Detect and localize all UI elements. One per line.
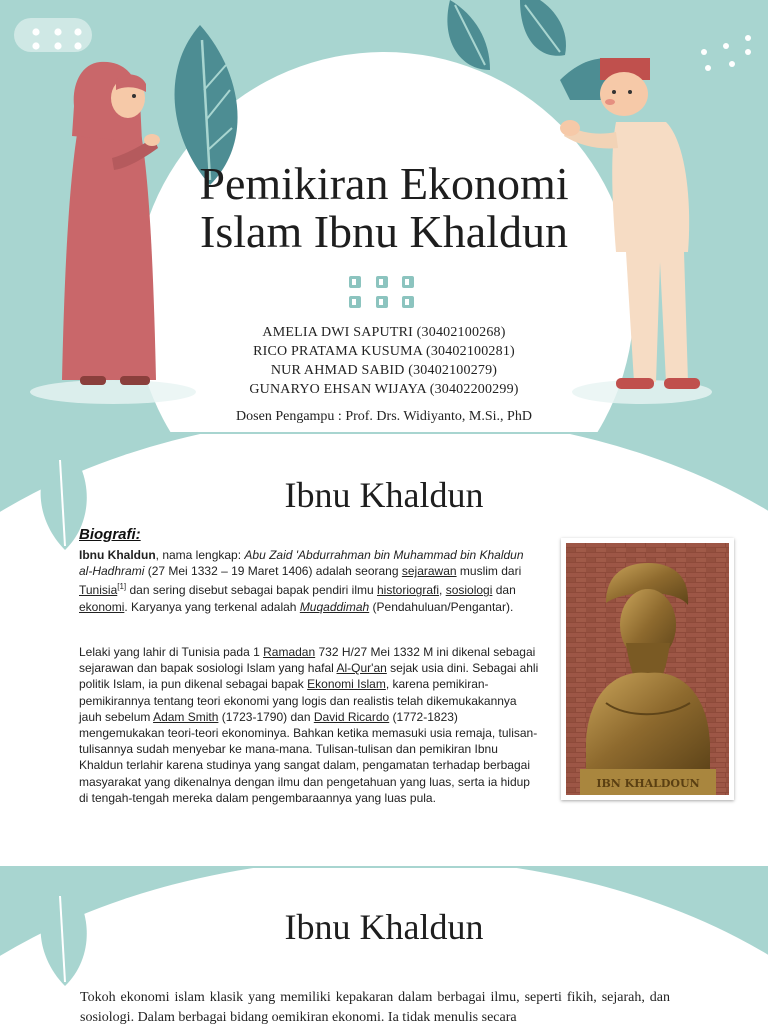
text: , — [439, 583, 446, 598]
link-adam-smith[interactable]: Adam Smith — [153, 709, 219, 724]
member-name: NUR AHMAD SABID (30402100279) — [270, 363, 498, 378]
square-dots-icon — [349, 276, 419, 310]
link-david-ricardo[interactable]: David Ricardo — [313, 709, 390, 724]
title-line-1: Pemikiran Ekonomi — [199, 158, 569, 209]
full-name: Abu Zaid 'Abdurrahman bin Muhammad bin Khaldun al-Hadhrami — [79, 548, 524, 579]
reference-link[interactable]: [1] — [117, 582, 127, 592]
intro-paragraph: Tokoh ekonomi islam klasik yang memiliki kepakaran dalam berbagai ilmu, seperti fikih, sejarah, dan sosiologi. Dalam berbagai bidang oemikiran ekonomi. Ia tidak menulis secara — [80, 990, 670, 1024]
member-name: AMELIA DWI SAPUTRI (30402100268) — [262, 325, 506, 340]
text: dan — [492, 583, 516, 598]
slide-title: Ibnu Khaldun — [284, 907, 484, 947]
member-name: RICO PRATAMA KUSUMA (30402100281) — [253, 344, 515, 359]
link-muqaddimah[interactable]: Muqaddimah — [299, 599, 370, 614]
link-historiografi[interactable]: historiografi — [376, 583, 440, 598]
biography-paragraph-2 — [79, 644, 539, 806]
text: 732 H/27 Mei 1332 M ini dikenal sebagai sejarawan dan bapak sosiologi Islam yang hafal — [79, 645, 536, 676]
text: Lelaki yang lahir di Tunisia pada 1 — [79, 645, 264, 659]
member-list — [0, 323, 768, 399]
biography-heading: Biografi: — [79, 526, 141, 543]
lecturer-line: Dosen Pengampu : Prof. Drs. Widiyanto, M.Si., PhD — [236, 409, 532, 424]
plaque-text: IBN KHALDOUN — [596, 777, 700, 790]
portrait-photo — [561, 538, 734, 800]
text: (1723-1790) dan — [218, 709, 314, 724]
bust-statue-image — [566, 543, 729, 795]
link-sosiologi[interactable]: sosiologi — [445, 583, 493, 598]
title-line-2: Islam Ibnu Khaldun — [200, 206, 568, 257]
intro-slide — [0, 868, 768, 1024]
text: muslim dari — [456, 564, 522, 579]
text: (27 Mei 1332 – 19 Maret 1406) adalah seorang — [144, 564, 402, 579]
link-sejarawan[interactable]: sejarawan — [401, 564, 457, 579]
text: . Karyanya yang terkenal adalah — [124, 599, 300, 614]
biography-paragraph-1 — [79, 547, 539, 615]
text: , karena pemikiran-pemikirannya tentang teori ekonomi yang logis dan realistis telah dikemukakannya jauh sebelum — [79, 677, 517, 724]
text: , nama lengkap: — [155, 548, 245, 562]
text: (Pendahuluan/Pengantar). — [369, 599, 514, 614]
subject-name: Ibnu Khaldun — [79, 548, 156, 562]
link-ekonomi-islam[interactable]: Ekonomi Islam — [307, 677, 386, 692]
link-ramadan[interactable]: Ramadan — [263, 645, 316, 659]
title-slide — [0, 0, 768, 432]
text: dan sering disebut sebagai bapak pendiri ilmu — [126, 583, 377, 598]
page-title — [0, 160, 768, 256]
biography-slide — [0, 434, 768, 866]
slide-title: Ibnu Khaldun — [284, 475, 484, 515]
text: (1772-1823) mengemukakan teori-teori ekonominya. Bahkan ketika memasuki usia remaja, tulisan-tulisannya sudah menyebar ke mana-mana. Tulisan-tulisan dan pemikiran Ibnu Khaldun terlahir karena studinya yang sangat dalam, pengamatan terhadap berbagai masyarakat yang dikenalnya dengan ilmu dan pengetahuan yang luas, serta ia hidup di tengah-tengah mereka dalam pengembaraannya yang luas pula. — [79, 709, 538, 805]
dots-cloud-icon — [14, 18, 94, 54]
link-quran[interactable]: Al-Qur'an — [336, 661, 387, 676]
text: sejak usia dini. Sebagai ahli politik Islam, ia pun dikenal sebagai bapak — [79, 661, 539, 692]
link-ekonomi[interactable]: ekonomi — [79, 599, 125, 614]
member-name: GUNARYO EHSAN WIJAYA (30402200299) — [249, 382, 519, 397]
link-tunisia[interactable]: Tunisia — [79, 583, 118, 598]
